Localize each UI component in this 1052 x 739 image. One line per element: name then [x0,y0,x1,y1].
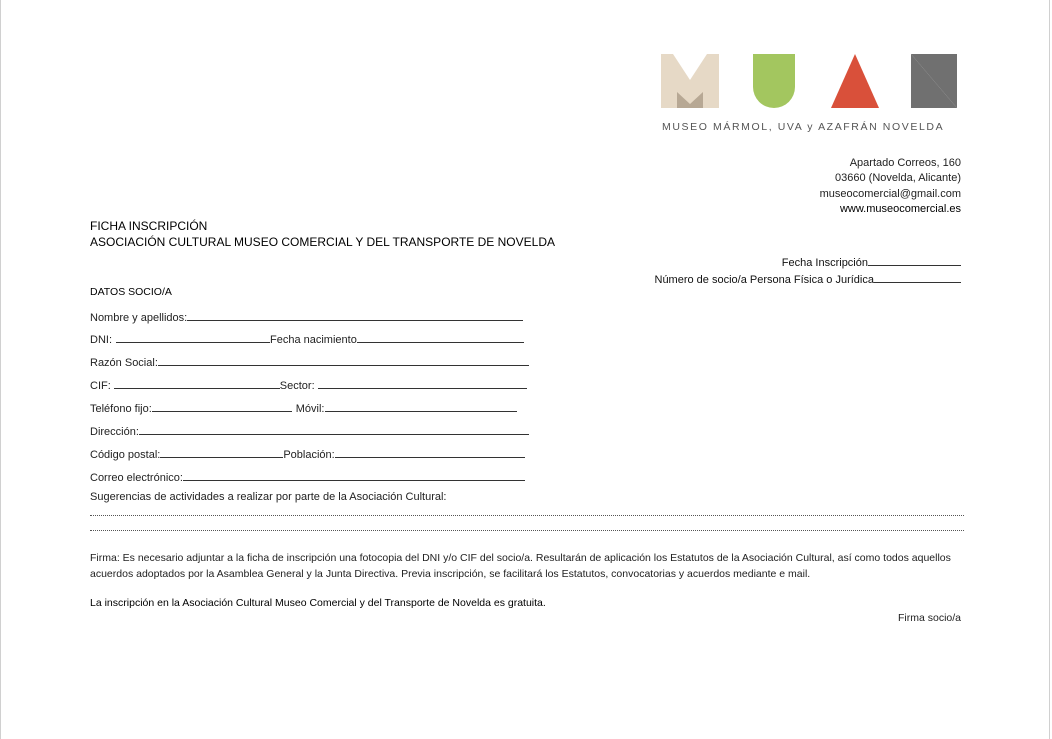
signature-label: Firma socio/a [897,612,961,624]
address-website[interactable]: www.museocomercial.es [839,202,961,215]
phone-field [90,400,517,415]
form-title [90,219,555,250]
address-label: Dirección: [90,426,139,438]
logo-subtitle: MUSEO MÁRMOL, UVA y AZAFRÁN NOVELDA [662,121,945,133]
birth-label: Fecha nacimiento [270,334,357,346]
address-line-1: Apartado Correos, 160 [849,157,961,169]
sector-label: Sector: [279,380,315,392]
sector-line [318,377,527,389]
member-number-label: Número de socio/a Persona Física o Jurídica [654,274,874,287]
email-label: Correo electrónico: [90,472,183,484]
suggestions-line-1 [90,515,964,516]
dni-line [116,331,270,343]
city-line [335,446,525,458]
address-line-2: 03660 (Novelda, Alicante) [835,172,961,185]
email-line [183,469,525,481]
firma-notice: Firma: Es necesario adjuntar a la ficha de inscripción una fotocopia del DNI y/o CIF del socio/a. Resultarán de aplicación los Estatutos de la Asociación Cultural, así como todos aquellos acuerdos adoptados por la Asamblea General y la Junta Directiva. Previa inscripción, se facilitará los Estatutos, convocatorias y acuerdos mediante e mail. [90,552,951,580]
company-label: Razón Social: [90,357,158,369]
birth-line [357,331,524,343]
city-label: Población: [283,449,335,461]
address-line [139,423,529,435]
name-field [90,309,523,324]
form-title-line-2: ASOCIACIÓN CULTURAL MUSEO COMERCIAL Y DEL TRANSPORTE DE NOVELDA [90,234,555,249]
cif-line [114,377,280,389]
registration-date-label: Fecha Inscripción [781,257,868,269]
name-line [187,309,523,321]
form-title-line-1: FICHA INSCRIPCIÓN [90,219,208,233]
registration-date-line [868,254,961,266]
registration-date-row [655,254,962,271]
dni-birth-field [90,331,524,346]
member-number-line [874,271,961,283]
address-email[interactable]: museocomercial@gmail.com [819,187,961,200]
member-number-row [655,271,962,288]
name-label: Nombre y apellidos: [90,312,188,324]
registration-meta [655,254,962,289]
address-field [90,423,529,438]
company-field [90,354,529,369]
logo-letter-u [753,54,795,108]
zip-label: Código postal: [90,449,161,461]
free-membership-note: La inscripción en la Asociación Cultural Museo Comercial y del Transporte de Novelda es gratuita. [90,597,546,609]
company-line [158,354,529,366]
suggestions-label: Sugerencias de actividades a realizar por parte de la Asociación Cultural: [90,491,447,503]
suggestions-line-2 [90,530,964,531]
email-field [90,469,525,484]
phone-line [152,400,292,412]
phone-label: Teléfono fijo: [90,403,152,415]
cif-sector-field [90,377,527,392]
logo-letter-a [831,54,879,108]
address-block [820,156,961,217]
zip-line [160,446,283,458]
section-heading: DATOS SOCIO/A [90,286,172,298]
zip-city-field [90,446,525,461]
mobile-label: Móvil: [295,403,325,415]
dni-label: DNI: [90,334,112,346]
mobile-line [325,400,517,412]
cif-label: CIF: [90,380,111,392]
